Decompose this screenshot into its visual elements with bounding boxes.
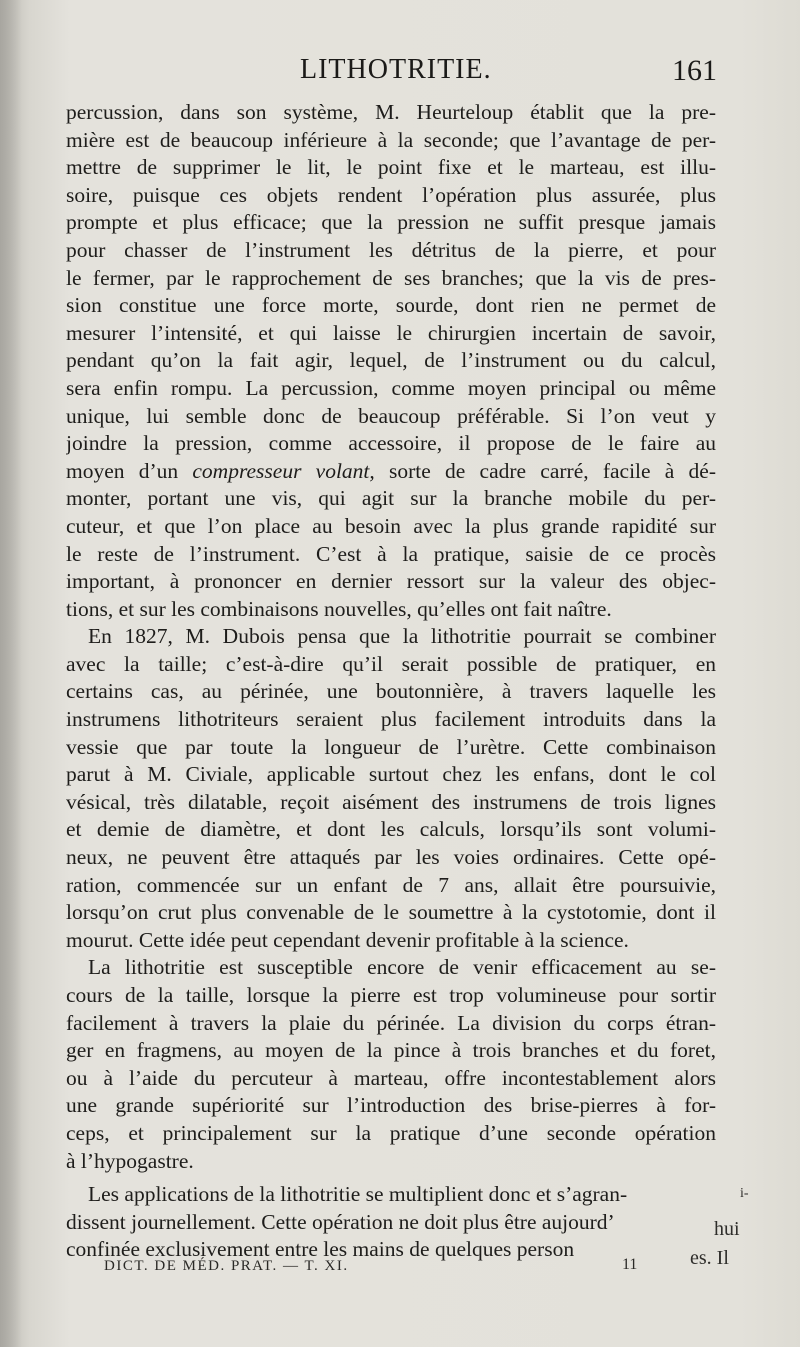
text-line: avec la taille; c’est-à-dire qu’il serait possible de pratiquer, en (66, 651, 716, 676)
text-line: vessie que par toute la longueur de l’urètre. Cette combinaison (66, 734, 716, 759)
text-line: ceps, et principalement sur la pratique d’une seconde opération (66, 1120, 716, 1145)
bleed-through-text: es. Il (690, 1247, 729, 1269)
text-line: cours de la taille, lorsque la pierre est trop volumineuse pour sortir (66, 983, 716, 1007)
text-line: vésical, très dilatable, reçoit aisément des instrumens de trois lignes (66, 789, 716, 814)
running-title: LITHOTRITIE. (300, 54, 492, 85)
binding-shadow (0, 0, 22, 1347)
text-line: sera enfin rompu. La percussion, comme moyen principal ou même (66, 375, 716, 400)
text-run: sorte de cadre carré, facile à dé- (374, 458, 716, 483)
text-line: mière est de beaucoup inférieure à la seconde; que l’avantage de per- (66, 127, 716, 152)
text-line: tions, et sur les combinaisons nouvelles, qu’elles ont fait naître. (66, 596, 612, 621)
text-line: confinée exclusivement entre les mains de quelques person (66, 1237, 575, 1262)
text-line: facilement à travers la plaie du périnée. La division du corps étran- (66, 1010, 716, 1035)
text-line: mesurer l’intensité, et qui laisse le chirurgien incertain de savoir, (66, 320, 716, 345)
text-line: instrumens lithotriteurs seraient plus facilement introduits dans la (66, 707, 716, 732)
text-line: et demie de diamètre, et dont les calculs, lorsqu’ils sont volumi- (66, 817, 716, 842)
text-line: neux, ne peuvent être attaqués par les voies ordinaires. Cette opé- (66, 845, 716, 870)
printer-signature: DICT. DE MÉD. PRAT. — T. XI. (104, 1258, 349, 1274)
text-line: ger en fragmens, au moyen de la pince à trois branches et du foret, (66, 1038, 716, 1063)
paragraph-4 (66, 1181, 716, 1264)
text-line: monter, portant une vis, qui agit sur la branche mobile du per- (66, 486, 716, 511)
text-line: lorsqu’on crut plus convenable de le soumettre à la cystotomie, dont il (66, 900, 716, 925)
text-line: En 1827, M. Dubois pensa que la lithotritie pourrait se combiner (88, 624, 716, 649)
text-line: parut à M. Civiale, applicable surtout chez les enfans, dont le col (66, 762, 716, 787)
text-line: dissent journellement. Cette opération ne doit plus être aujourd’ (66, 1209, 615, 1234)
text-line: important, à prononcer en dernier ressort sur la valeur des objec- (66, 569, 716, 594)
text-line: le fermer, par le rapprochement de ses branches; que la vis de pres- (66, 265, 716, 290)
text-run: moyen d’un (66, 458, 193, 483)
text-line: à l’hypogastre. (66, 1148, 194, 1173)
page-header (0, 54, 800, 94)
text-line: joindre la pression, comme accessoire, il propose de le faire au (66, 431, 716, 456)
text-line: cuteur, et que l’on place au besoin avec la plus grande rapidité sur (66, 513, 716, 538)
text-line: sion constitue une force morte, sourde, dont rien ne permet de (66, 293, 716, 318)
text-line: une grande supériorité sur l’introduction des brise-pierres à for- (66, 1093, 716, 1118)
bleed-through-text: i- (740, 1186, 749, 1201)
page-number: 161 (672, 54, 717, 87)
text-line: ration, commencée sur un enfant de 7 ans, allait être poursuivie, (66, 872, 716, 897)
bleed-through-text: hui (714, 1218, 740, 1240)
text-line: mourut. Cette idée peut cependant devenir profitable à la science. (66, 927, 629, 952)
text-line: ou à l’aide du percuteur à marteau, offre incontestablement alors (66, 1065, 716, 1090)
signature-mark: 11 (622, 1256, 638, 1273)
text-line: soire, puisque ces objets rendent l’opération plus assurée, plus (66, 182, 716, 207)
text-line: percussion, dans son système, M. Heurteloup établit que la pre- (66, 100, 716, 124)
paragraph-2 (66, 623, 716, 954)
paragraph-1 (66, 99, 716, 623)
body-text (66, 99, 716, 1264)
text-line: La lithotritie est susceptible encore de venir efficacement au se- (88, 955, 716, 980)
paragraph-3 (66, 954, 716, 1175)
text-line: le reste de l’instrument. C’est à la pratique, saisie de ce procès (66, 541, 716, 566)
text-line: unique, lui semble donc de beaucoup préférable. Si l’on veut y (66, 403, 716, 428)
text-line: pour chasser de l’instrument les détritus de la pierre, et pour (66, 237, 716, 262)
text-line: mettre de supprimer le lit, le point fixe et le marteau, est illu- (66, 155, 716, 180)
text-line-with-italic (66, 458, 716, 486)
italic-term: compresseur volant, (192, 458, 375, 483)
text-line: prompte et plus efficace; que la pression ne suffit presque jamais (66, 210, 716, 235)
text-line: Les applications de la lithotritie se multiplient donc et s’agran- (88, 1182, 628, 1207)
text-line: certains cas, au périnée, une boutonnière, à travers laquelle les (66, 679, 716, 704)
text-line: pendant qu’on la fait agir, lequel, de l’instrument ou du calcul, (66, 348, 716, 373)
